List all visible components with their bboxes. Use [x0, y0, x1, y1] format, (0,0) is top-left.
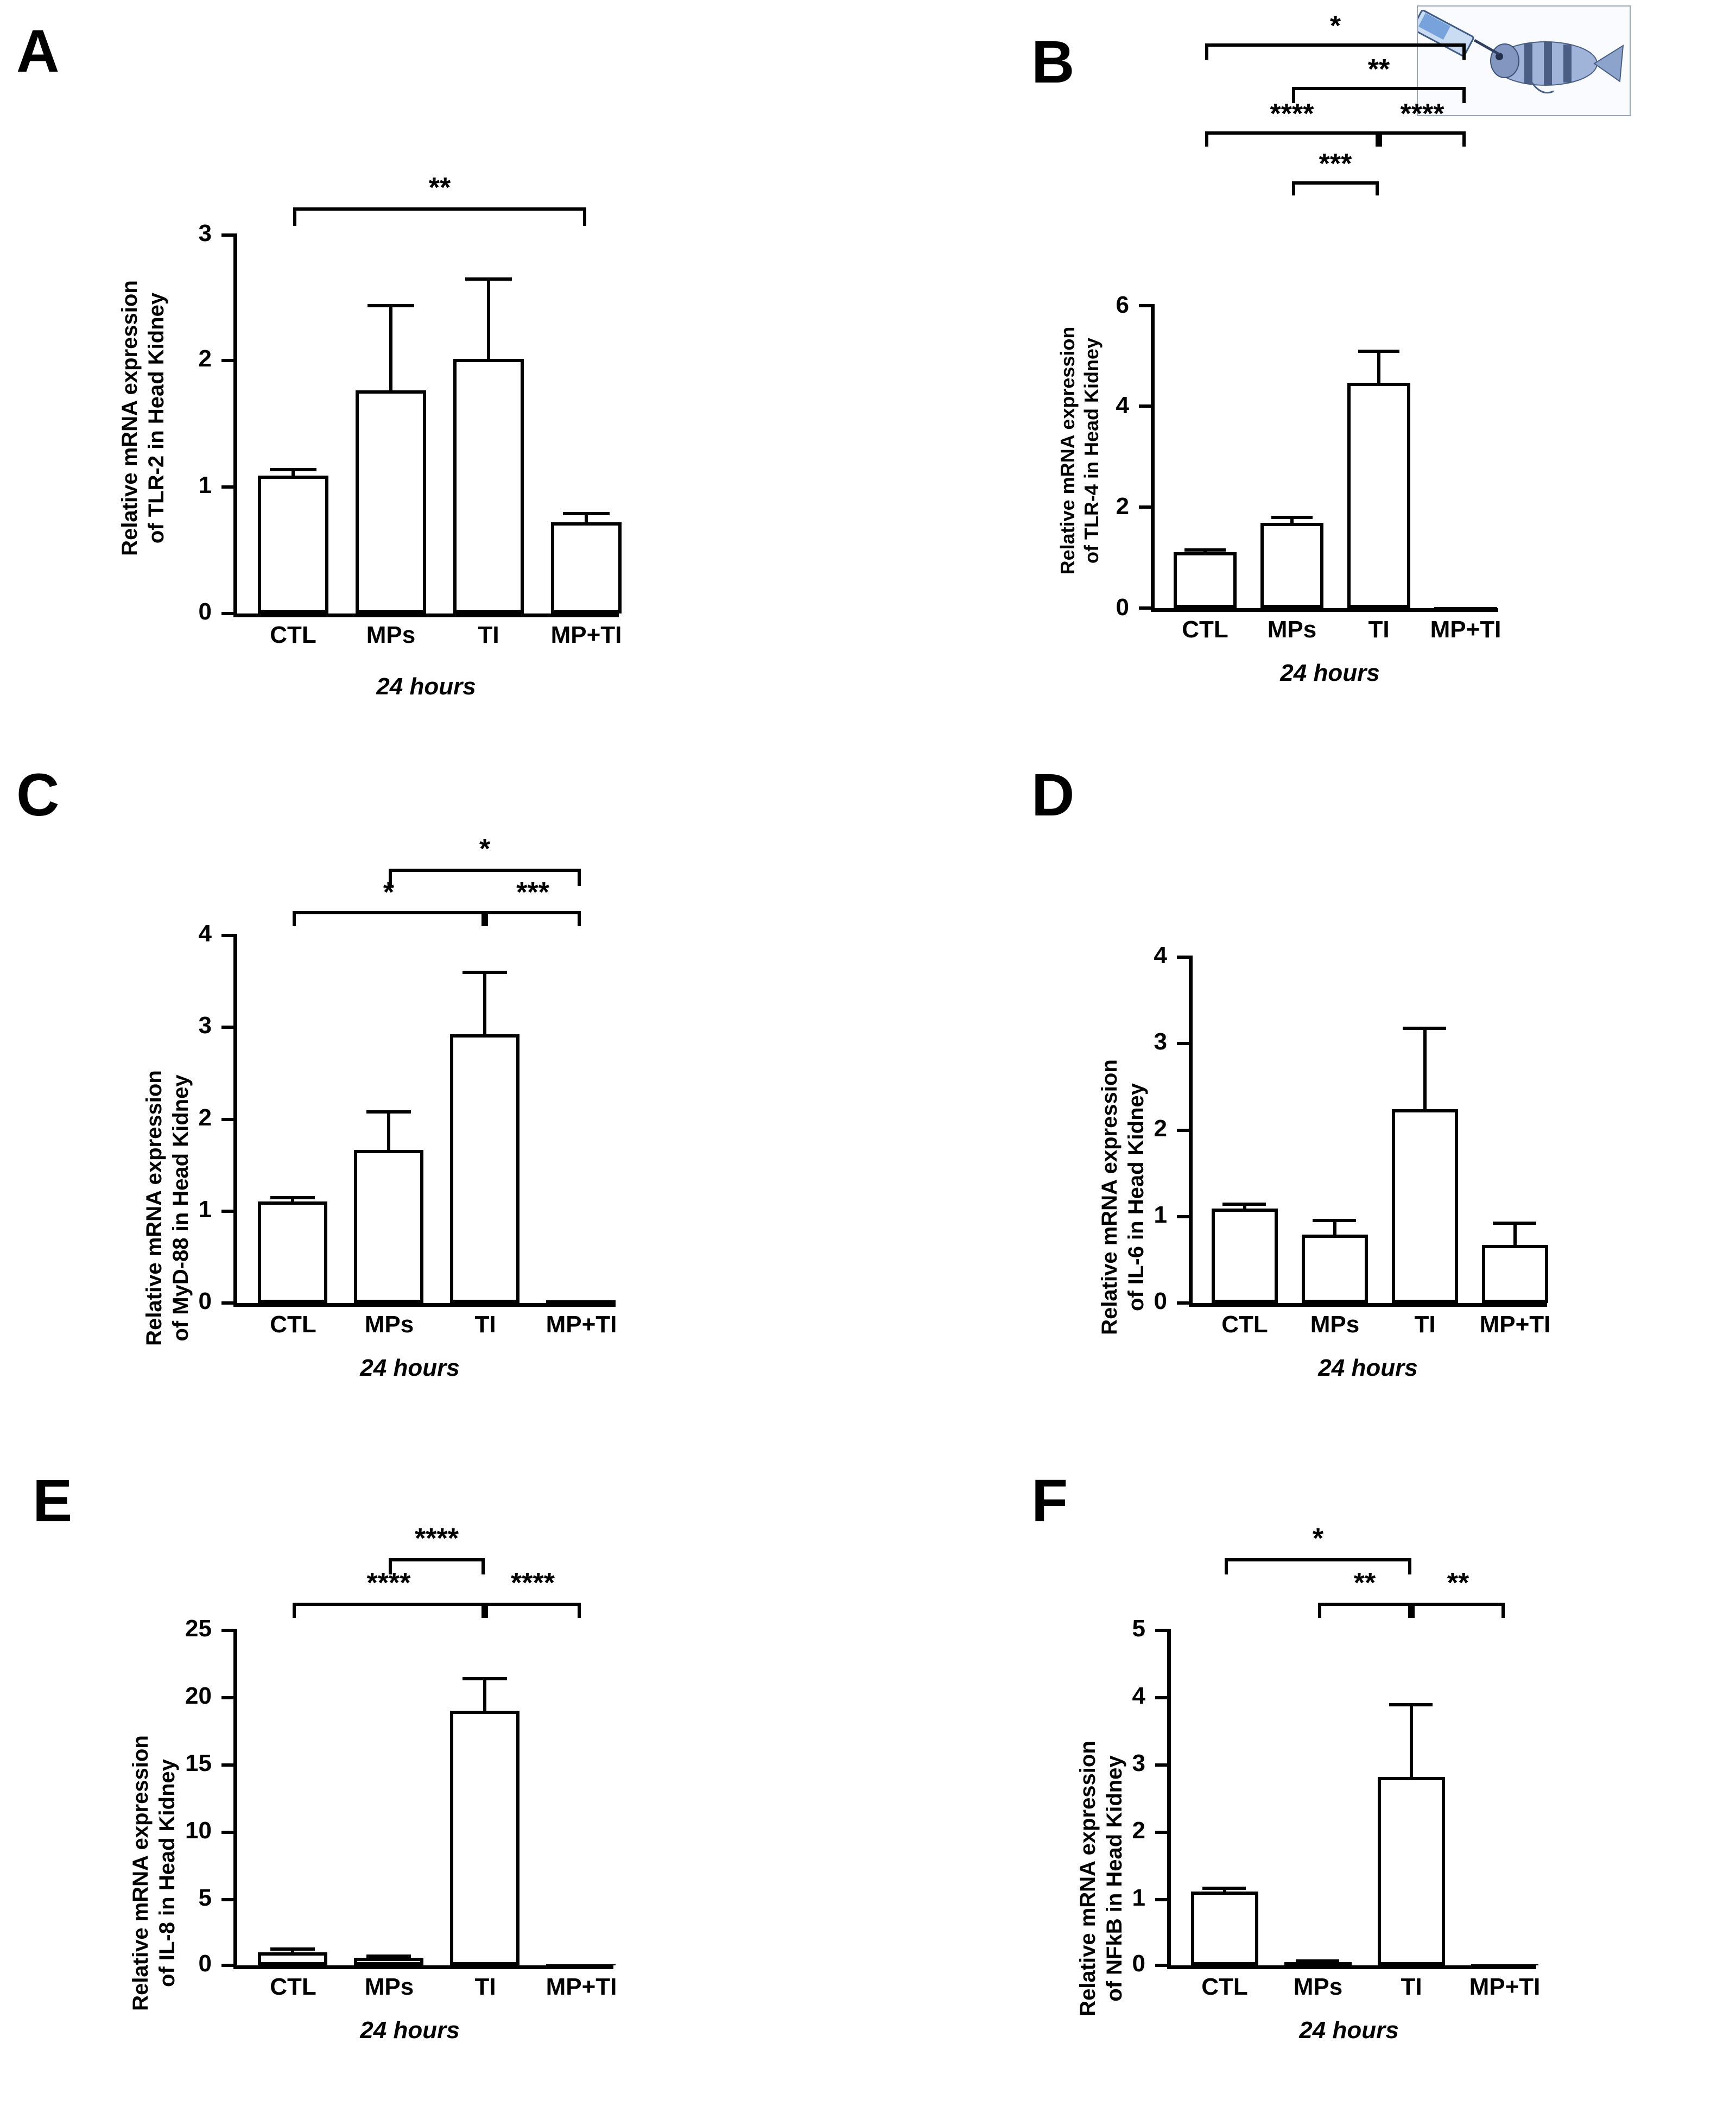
errorcap-mps-b — [1271, 516, 1313, 519]
y-ticklabel-25-e: 25 — [185, 1615, 212, 1642]
y-ticklabel-0-e: 0 — [198, 1950, 212, 1977]
sig-label-b-5: *** — [1319, 148, 1352, 180]
sig-label-e-3: **** — [511, 1567, 555, 1599]
x-ticklabel-ti-b: TI — [1368, 616, 1390, 643]
y-tick-0-c — [221, 1301, 235, 1305]
sig-label-f-2: ** — [1353, 1567, 1376, 1599]
sig-label-c-2: * — [383, 877, 395, 908]
x-ticklabel-mps-f: MPs — [1293, 1973, 1343, 2000]
y-tick-5-e — [221, 1898, 235, 1901]
y-tick-4-d — [1177, 956, 1190, 959]
y-ticklabel-5-e: 5 — [198, 1884, 212, 1911]
sig-label-f-3: ** — [1447, 1567, 1469, 1599]
sig-label-b-4: **** — [1400, 98, 1444, 130]
bar-mpti-d — [1482, 1245, 1548, 1303]
y-axis-label-b: Relative mRNA expression of TLR-4 in Head Kidney — [1056, 326, 1103, 575]
y-ticklabel-0-b: 0 — [1116, 594, 1129, 621]
errorcap-ctl-d — [1222, 1203, 1266, 1206]
y-axis-a — [233, 233, 237, 617]
chart-b — [869, 0, 1736, 749]
chart-e — [0, 1466, 869, 2119]
errorcap-ti-c — [462, 971, 507, 974]
chart-d — [869, 749, 1736, 1466]
plot-area-a — [198, 172, 622, 700]
y-tick-0-a — [221, 612, 235, 615]
panel-a — [0, 0, 869, 749]
sig-bracket-f-2 — [1318, 1567, 1411, 1628]
errorbar-ti-f — [1410, 1703, 1413, 1777]
y-tick-1-a — [221, 485, 235, 489]
bar-ctl-a — [258, 476, 328, 613]
errorcap-mps-c — [366, 1110, 411, 1114]
y-ticklabel-3-c: 3 — [198, 1012, 212, 1039]
chart-c — [0, 749, 869, 1466]
bar-mpti-a — [551, 522, 622, 613]
errorcap-ctl-b — [1184, 548, 1226, 552]
y-tick-2-f — [1155, 1831, 1168, 1834]
y-ticklabel-2-b: 2 — [1116, 493, 1129, 520]
y-tick-2-c — [221, 1118, 235, 1121]
y-tick-0-f — [1155, 1964, 1168, 1967]
x-ticklabel-ctl-a: CTL — [270, 622, 316, 648]
bar-ctl-f — [1191, 1892, 1258, 1965]
y-ticklabel-2-c: 2 — [198, 1104, 212, 1131]
x-ticklabel-mpti-b: MP+TI — [1430, 616, 1501, 643]
y-axis-label-c: Relative mRNA expression of MyD-88 in Head Kidney — [142, 1070, 193, 1346]
y-tick-1-c — [221, 1210, 235, 1213]
y-tick-0-b — [1139, 606, 1152, 610]
x-axis-d — [1189, 1303, 1547, 1307]
y-ticklabel-0-f: 0 — [1132, 1950, 1145, 1977]
x-ticklabel-mps-b: MPs — [1267, 616, 1317, 643]
x-axis-e — [233, 1965, 613, 1969]
sig-label-b-2: ** — [1367, 54, 1390, 85]
y-tick-4-c — [221, 934, 235, 937]
bar-ti-f — [1378, 1777, 1445, 1965]
plot-area-d — [1154, 942, 1551, 1381]
sig-label-e-2: **** — [366, 1567, 411, 1599]
errorbar-ti-a — [487, 277, 490, 359]
x-ticklabel-mps-e: MPs — [364, 1973, 414, 2000]
x-ticklabel-ctl-e: CTL — [270, 1973, 316, 2000]
y-ticklabel-1-d: 1 — [1154, 1201, 1167, 1228]
y-tick-3-d — [1177, 1042, 1190, 1045]
x-axis-f — [1167, 1965, 1536, 1969]
sig-label-c-1: * — [479, 833, 491, 865]
y-ticklabel-20-e: 20 — [185, 1682, 212, 1709]
x-axis-title-f: 24 hours — [1299, 2017, 1399, 2044]
y-ticklabel-4-b: 4 — [1116, 392, 1129, 419]
y-ticklabel-10-e: 10 — [185, 1817, 212, 1844]
bar-ctl-d — [1212, 1209, 1278, 1303]
sig-bracket-a-1 — [293, 172, 586, 240]
panel-d — [869, 749, 1736, 1466]
panel-f — [869, 1466, 1736, 2119]
y-axis-label-f: Relative mRNA expression of NFkB in Head Kidney — [1076, 1741, 1126, 2016]
errorbar-ti-e — [483, 1677, 486, 1711]
y-tick-1-f — [1155, 1898, 1168, 1901]
x-axis-title-b: 24 hours — [1280, 660, 1380, 686]
y-tick-4-f — [1155, 1696, 1168, 1699]
bar-mps-c — [354, 1150, 423, 1303]
errorcap-ctl-e — [270, 1947, 315, 1951]
y-ticklabel-2-f: 2 — [1132, 1817, 1145, 1844]
errorcap-mps-a — [368, 304, 414, 307]
errorcap-mps-d — [1313, 1219, 1356, 1222]
x-axis-a — [233, 613, 619, 617]
y-ticklabel-6-b: 6 — [1116, 292, 1129, 318]
y-ticklabel-1-f: 1 — [1132, 1884, 1145, 1911]
x-ticklabel-ti-f: TI — [1401, 1973, 1422, 2000]
x-ticklabel-mpti-e: MP+TI — [546, 1973, 617, 2000]
x-ticklabel-mpti-f: MP+TI — [1469, 1973, 1541, 2000]
y-tick-2-a — [221, 359, 235, 362]
bar-mpti-e — [546, 1964, 616, 1965]
bar-ctl-c — [258, 1201, 327, 1303]
errorcap-ti-d — [1403, 1027, 1446, 1030]
bar-mpti-b — [1434, 607, 1497, 608]
errorbar-mps-a — [389, 304, 392, 390]
plot-area-c — [198, 833, 617, 1381]
errorcap-ti-b — [1358, 350, 1399, 353]
errorcap-ti-e — [462, 1677, 507, 1680]
plot-area-b — [1116, 10, 1501, 686]
errorcap-mpti-a — [563, 512, 610, 515]
sig-bracket-c-3 — [485, 877, 581, 936]
y-ticklabel-4-f: 4 — [1132, 1682, 1145, 1709]
bar-ti-a — [453, 359, 524, 613]
y-tick-2-b — [1139, 505, 1152, 509]
x-axis-b — [1151, 608, 1498, 612]
y-tick-5-f — [1155, 1629, 1168, 1632]
x-axis-title-d: 24 hours — [1318, 1355, 1418, 1381]
x-ticklabel-mpti-a: MP+TI — [550, 622, 622, 648]
errorbar-mpti-d — [1513, 1222, 1517, 1245]
errorbar-ti-d — [1423, 1027, 1427, 1109]
chart-f — [869, 1466, 1736, 2119]
errorcap-mps-e — [366, 1954, 411, 1958]
y-ticklabel-0-c: 0 — [198, 1288, 212, 1314]
y-ticklabel-0-d: 0 — [1154, 1288, 1167, 1314]
y-tick-10-e — [221, 1831, 235, 1834]
y-tick-3-a — [221, 233, 235, 237]
errorcap-ctl-f — [1202, 1887, 1246, 1890]
sig-bracket-e-2 — [293, 1567, 485, 1628]
bar-mpti-c — [546, 1300, 616, 1307]
x-ticklabel-mpti-c: MP+TI — [546, 1311, 617, 1338]
x-ticklabel-ctl-f: CTL — [1201, 1973, 1248, 2000]
errorcap-mpti-d — [1493, 1222, 1536, 1225]
panel-letter-e: E — [33, 1468, 73, 1534]
sig-label-c-3: *** — [516, 877, 549, 908]
x-ticklabel-mps-a: MPs — [366, 622, 416, 648]
bar-mps-d — [1302, 1235, 1368, 1303]
y-ticklabel-2-a: 2 — [198, 345, 212, 372]
errorcap-mps-f — [1296, 1959, 1339, 1963]
x-axis-title-a: 24 hours — [376, 673, 476, 700]
x-ticklabel-ti-d: TI — [1414, 1311, 1436, 1338]
x-ticklabel-ctl-b: CTL — [1182, 616, 1228, 643]
panel-letter-f: F — [1031, 1468, 1068, 1534]
y-tick-1-d — [1177, 1215, 1190, 1218]
errorcap-ctl-c — [270, 1196, 315, 1199]
x-ticklabel-ti-a: TI — [478, 622, 499, 648]
sig-bracket-b-5 — [1292, 148, 1379, 205]
y-tick-4-b — [1139, 404, 1152, 408]
y-ticklabel-5-f: 5 — [1132, 1615, 1145, 1642]
x-ticklabel-ctl-c: CTL — [270, 1311, 316, 1338]
chart-a — [0, 0, 869, 749]
bar-ctl-b — [1174, 552, 1237, 608]
y-axis-b — [1151, 304, 1155, 611]
errorbar-ti-b — [1377, 350, 1380, 383]
y-ticklabel-3-d: 3 — [1154, 1028, 1167, 1055]
y-tick-2-d — [1177, 1129, 1190, 1132]
panel-letter-d: D — [1031, 762, 1075, 828]
y-tick-15-e — [221, 1763, 235, 1767]
sig-bracket-f-3 — [1411, 1567, 1505, 1628]
y-ticklabel-3-a: 3 — [198, 220, 212, 246]
sig-label-b-1: * — [1329, 10, 1341, 42]
sig-bracket-c-2 — [293, 877, 485, 936]
y-ticklabel-0-a: 0 — [198, 598, 212, 625]
errorbar-mps-c — [387, 1110, 390, 1150]
y-ticklabel-4-d: 4 — [1154, 942, 1167, 969]
y-tick-20-e — [221, 1696, 235, 1699]
plot-area-f — [1132, 1523, 1541, 2044]
y-axis-label-a: Relative mRNA expression of TLR-2 in Head Kidney — [118, 280, 168, 556]
bar-mps-e — [354, 1958, 423, 1965]
y-axis-label-e: Relative mRNA expression of IL-8 in Head Kidney — [129, 1735, 179, 2011]
y-axis-f — [1167, 1629, 1171, 1969]
y-ticklabel-2-d: 2 — [1154, 1115, 1167, 1142]
y-tick-0-d — [1177, 1301, 1190, 1305]
y-tick-3-c — [221, 1026, 235, 1029]
y-ticklabel-1-c: 1 — [198, 1196, 212, 1223]
x-ticklabel-mpti-d: MP+TI — [1479, 1311, 1551, 1338]
y-tick-25-e — [221, 1629, 235, 1632]
y-tick-0-e — [221, 1964, 235, 1967]
bar-ti-e — [450, 1711, 519, 1965]
x-ticklabel-ti-e: TI — [474, 1973, 496, 2000]
bar-ti-c — [450, 1034, 519, 1303]
sig-label-b-3: **** — [1270, 98, 1314, 130]
bar-mps-a — [356, 390, 426, 613]
x-axis-title-e: 24 hours — [360, 2017, 460, 2044]
bar-ti-d — [1392, 1109, 1458, 1303]
y-axis-e — [233, 1629, 237, 1969]
bar-ti-b — [1347, 383, 1410, 608]
errorcap-ti-a — [465, 277, 512, 281]
y-tick-3-f — [1155, 1763, 1168, 1767]
x-ticklabel-mps-c: MPs — [364, 1311, 414, 1338]
panel-c — [0, 749, 869, 1466]
sig-label-e-1: **** — [415, 1523, 459, 1554]
panel-letter-a: A — [16, 18, 60, 85]
sig-label-a-1: ** — [428, 172, 451, 204]
errorcap-ctl-a — [270, 468, 316, 471]
sig-bracket-e-3 — [485, 1567, 581, 1628]
errorbar-ti-c — [483, 971, 486, 1034]
x-ticklabel-mps-d: MPs — [1310, 1311, 1360, 1338]
sig-bracket-b-4 — [1379, 98, 1466, 157]
y-axis-label-d: Relative mRNA expression of IL-6 in Head Kidney — [1098, 1059, 1148, 1335]
panel-letter-b: B — [1031, 29, 1075, 96]
x-ticklabel-ctl-d: CTL — [1221, 1311, 1268, 1338]
errorcap-ti-f — [1389, 1703, 1433, 1706]
sig-label-f-1: * — [1312, 1523, 1324, 1554]
y-ticklabel-4-c: 4 — [198, 920, 212, 947]
y-ticklabel-15-e: 15 — [185, 1750, 212, 1776]
x-ticklabel-ti-c: TI — [474, 1311, 496, 1338]
bar-mps-f — [1284, 1962, 1352, 1969]
bar-mpti-f — [1471, 1964, 1538, 1965]
panel-letter-c: C — [16, 762, 60, 828]
y-ticklabel-3-f: 3 — [1132, 1750, 1145, 1776]
panel-b — [869, 0, 1736, 749]
x-axis-title-c: 24 hours — [360, 1355, 460, 1381]
y-tick-6-b — [1139, 304, 1152, 307]
panel-e — [0, 1466, 869, 2119]
y-ticklabel-1-a: 1 — [198, 472, 212, 498]
bar-ctl-e — [258, 1952, 327, 1965]
plot-area-e — [185, 1523, 617, 2044]
bar-mps-b — [1260, 523, 1323, 608]
